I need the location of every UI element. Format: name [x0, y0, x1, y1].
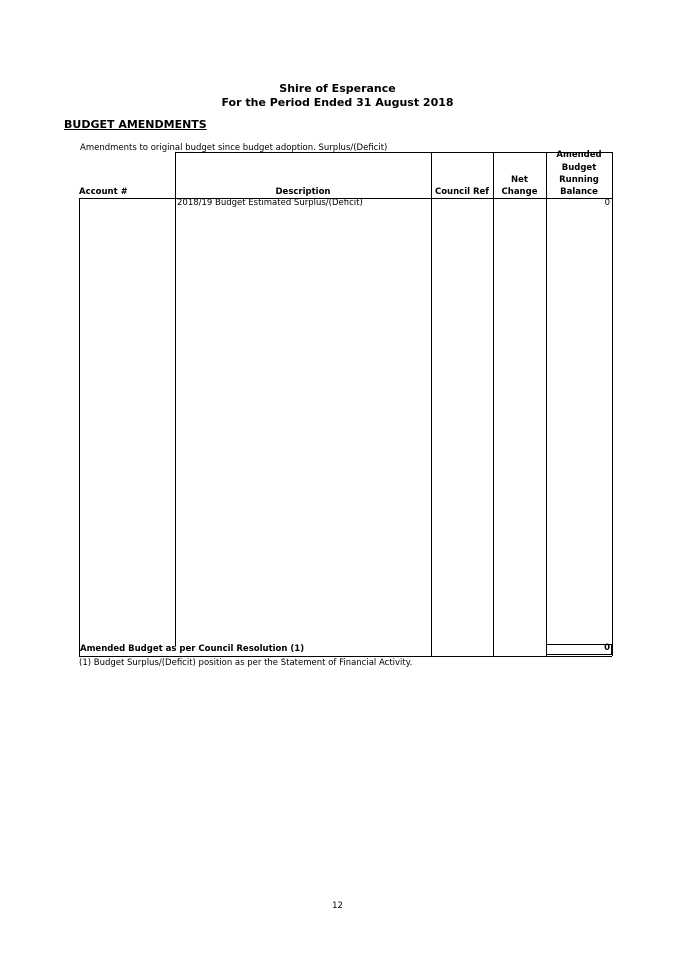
header-council-ref: Council Ref [434, 187, 489, 197]
header-budget: Budget [561, 163, 597, 173]
header-amended: Amended [556, 150, 602, 160]
total-label: Amended Budget as per Council Resolution (1) [80, 644, 305, 654]
row-balance: 0 [604, 198, 610, 208]
row-description: 2018/19 Budget Estimated Surplus/(Deficit) [177, 198, 363, 208]
col-divider-2 [431, 152, 432, 656]
org-title: Shire of Esperance [279, 82, 396, 95]
header-net: Net [511, 175, 528, 185]
section-title: BUDGET AMENDMENTS [64, 118, 207, 131]
table-bottom-border [79, 656, 612, 657]
table-right-border [612, 152, 613, 656]
period-title: For the Period Ended 31 August 2018 [221, 96, 454, 109]
col-divider-4 [546, 152, 547, 656]
col-divider-3 [493, 152, 494, 656]
page-number: 12 [332, 901, 343, 911]
header-description: Description [275, 187, 331, 197]
header-running: Running [559, 175, 599, 185]
header-account: Account # [79, 187, 128, 197]
total-value: 0 [604, 643, 610, 653]
table-left-border [79, 198, 80, 656]
header-change: Change [501, 187, 538, 197]
budget-amendments-table [79, 152, 612, 657]
footnote: (1) Budget Surplus/(Deficit) position as per the Statement of Financial Activity. [79, 658, 413, 668]
header-balance: Balance [560, 187, 598, 197]
intro-text: Amendments to original budget since budget adoption. Surplus/(Deficit) [80, 143, 388, 153]
col-divider-1 [175, 152, 176, 646]
